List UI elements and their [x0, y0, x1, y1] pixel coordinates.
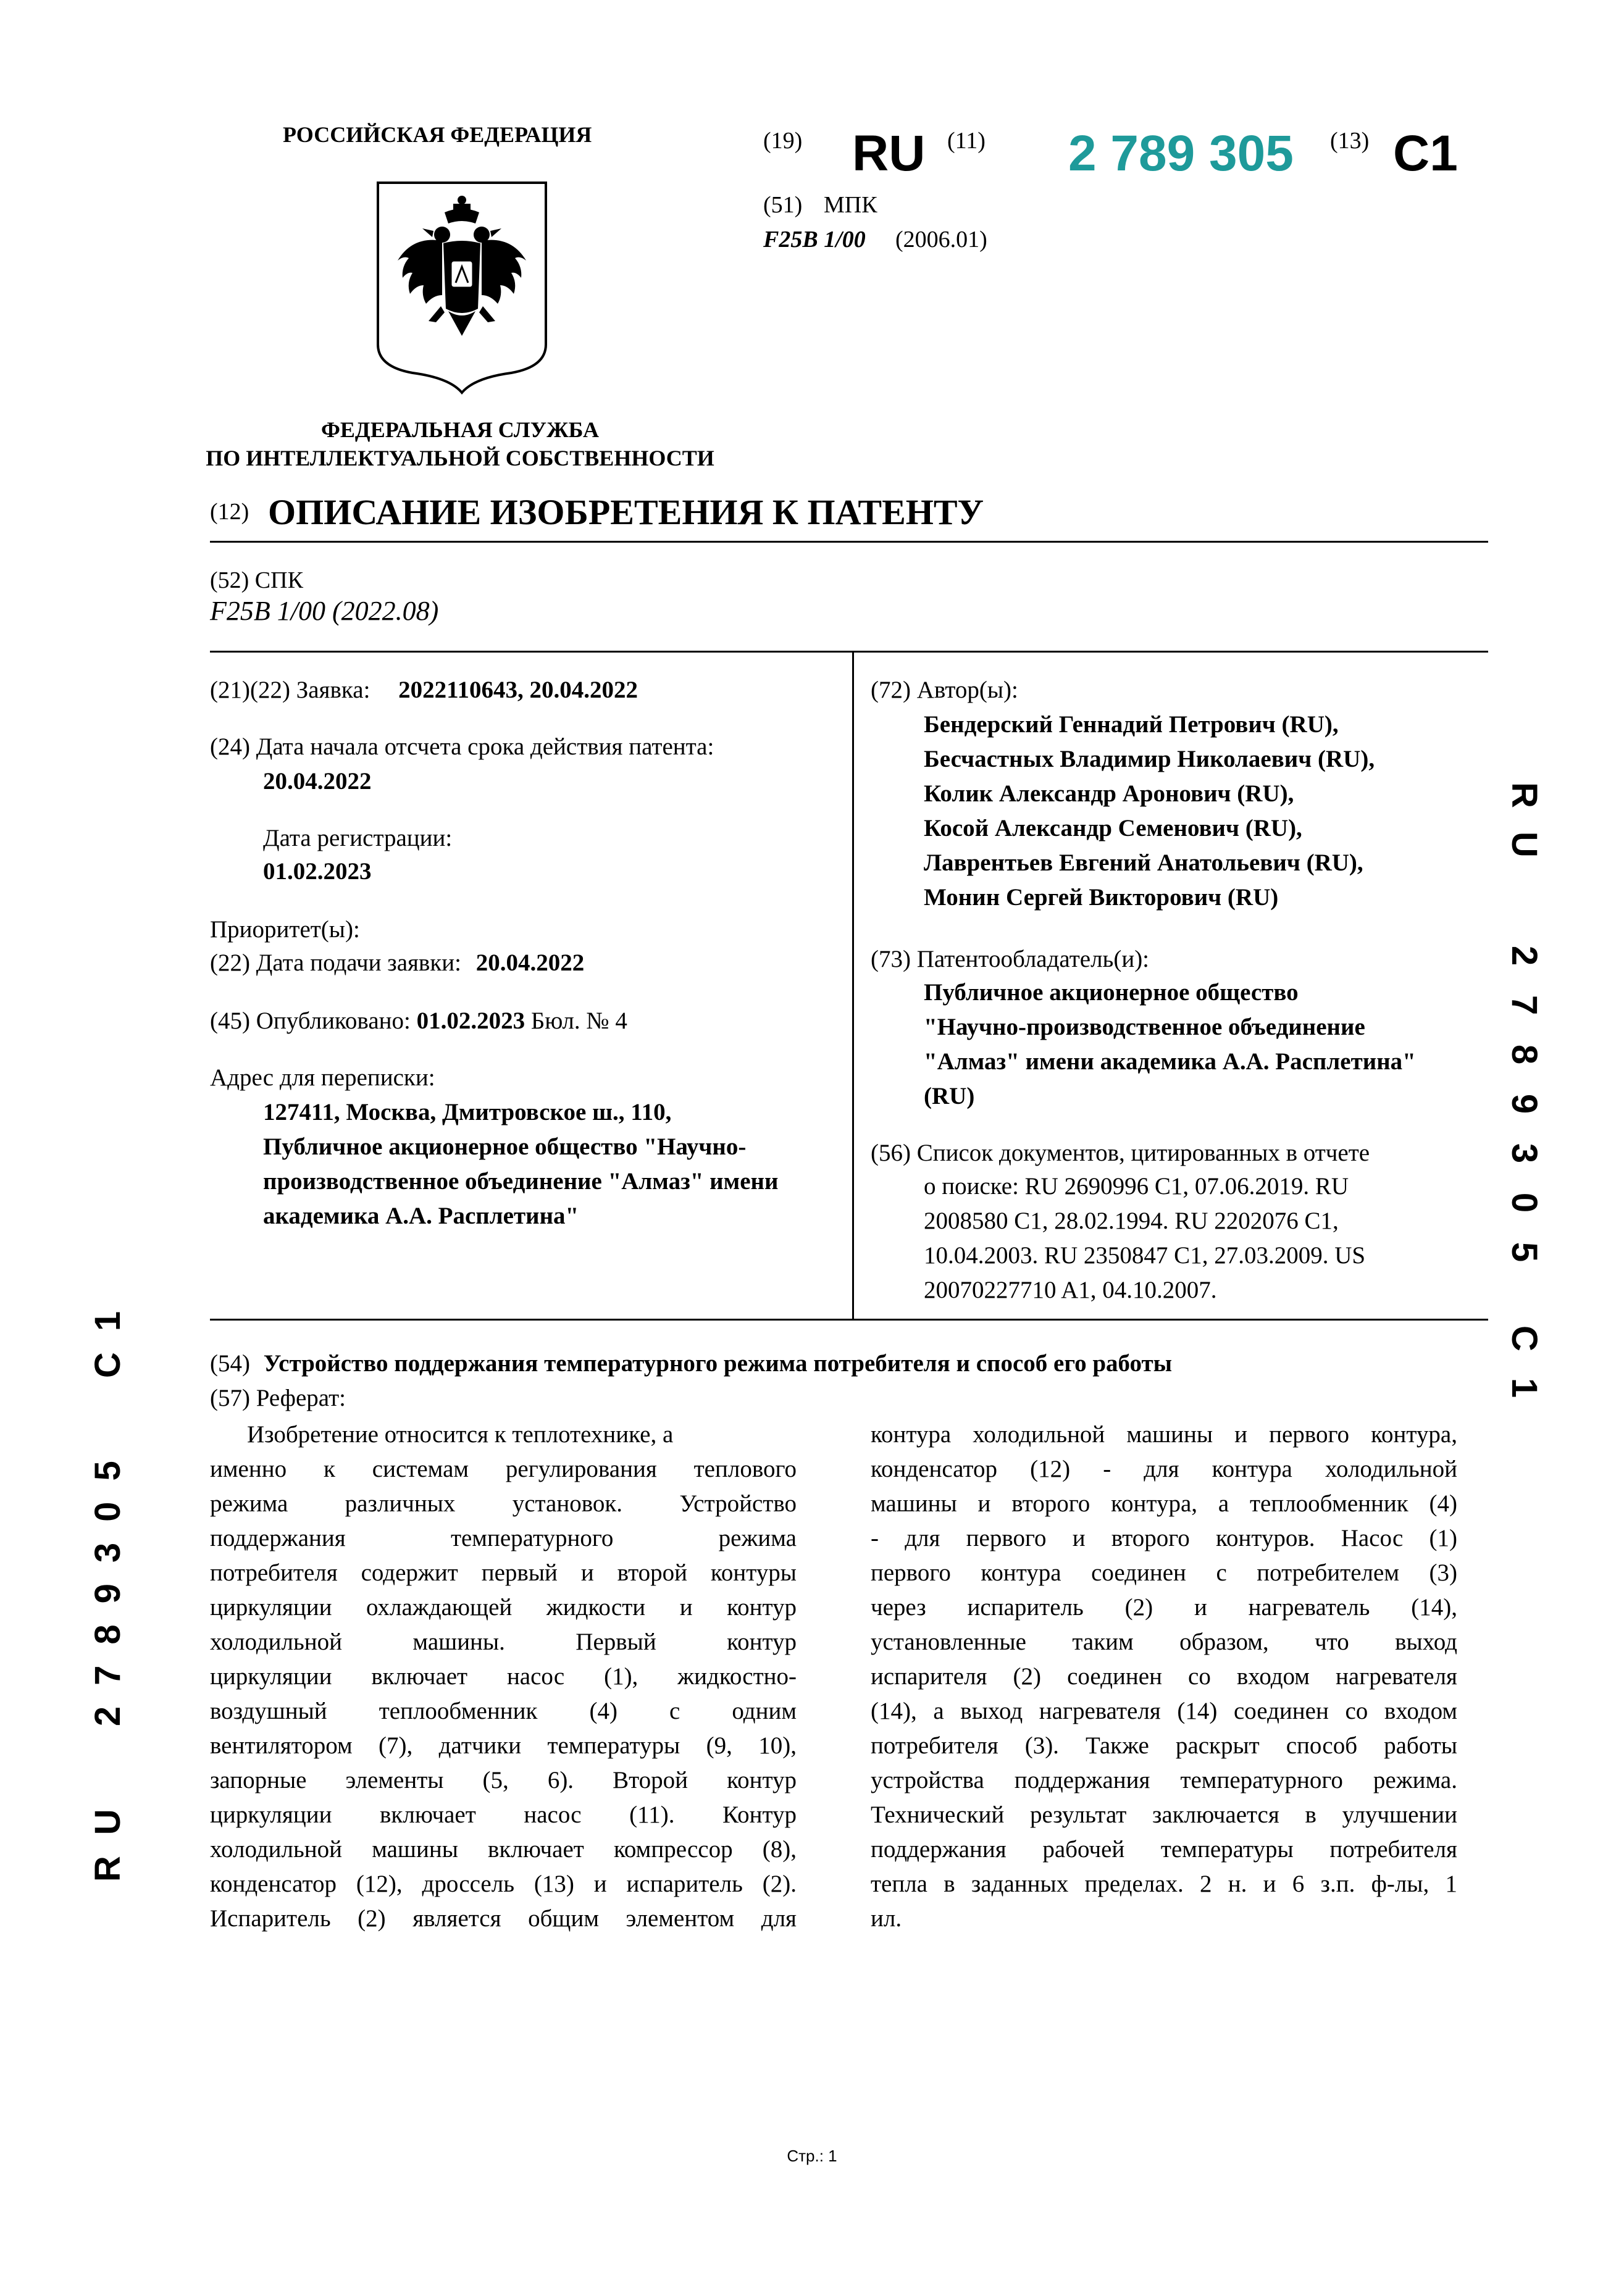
- registration-label: Дата регистрации:: [263, 825, 453, 851]
- abstract-line: контура холодильной машины и первого контура,: [871, 1421, 1457, 1448]
- address-line: Публичное акционерное общество "Научно-: [263, 1133, 747, 1160]
- abstract-line: Испаритель (2) является общим элементом для: [210, 1905, 797, 1932]
- term-start-label: (24) Дата начала отсчета срока действия патента:: [210, 733, 714, 760]
- holder-line: (RU): [924, 1083, 975, 1109]
- abstract-line: испарителя (2) соединен со входом нагревателя: [871, 1663, 1457, 1690]
- country-name: РОССИЙСКАЯ ФЕДЕРАЦИЯ: [283, 122, 592, 147]
- divider-top: [210, 541, 1488, 543]
- side-char: 7: [1504, 995, 1544, 1016]
- holder-line: Публичное акционерное общество: [924, 979, 1299, 1006]
- agency-line-2: ПО ИНТЕЛЛЕКТУАЛЬНОЙ СОБСТВЕННОСТИ: [206, 446, 714, 470]
- side-char: 2: [1504, 945, 1544, 966]
- side-char: C: [1504, 1325, 1544, 1351]
- cited-line: 20070227710 A1, 04.10.2007.: [924, 1277, 1217, 1303]
- abstract-line: потребителя содержит первый и второй контуры: [210, 1559, 797, 1586]
- published-field: [210, 1004, 627, 1038]
- abstract-line: конденсатор (12) - для контура холодильной: [871, 1456, 1457, 1482]
- bulletin-number: Бюл. № 4: [530, 1008, 627, 1034]
- application-label: (21)(22) Заявка:: [210, 677, 370, 703]
- abstract-line: циркуляции включает насос (11). Контур: [210, 1801, 797, 1828]
- abstract-line: холодильной машины. Первый контур: [210, 1629, 797, 1655]
- priority-label: Приоритет(ы):: [210, 916, 360, 943]
- authors-label: (72) Автор(ы):: [871, 677, 1018, 703]
- code-19: (19): [763, 128, 803, 154]
- abstract-line: Изобретение относится к теплотехнике, а: [247, 1421, 674, 1448]
- doc-kind-code: (12): [210, 499, 249, 525]
- authors-list: [924, 708, 1480, 915]
- patent-holder-block: [924, 975, 1480, 1114]
- side-char: 8: [1504, 1044, 1544, 1065]
- abstract-right-column: [871, 1417, 1457, 1936]
- abstract-line: режима различных установок. Устройство: [210, 1490, 797, 1517]
- side-char: R: [1504, 782, 1544, 808]
- abstract-line: Технический результат заключается в улучшении: [871, 1801, 1457, 1828]
- side-char: 1: [1504, 1377, 1544, 1398]
- published-label: (45) Опубликовано:: [210, 1008, 411, 1034]
- spk-value: F25B 1/00 (2022.08): [210, 596, 439, 626]
- cited-docs-label: (56) Список документов, цитированных в отчете: [871, 1140, 1370, 1166]
- agency-line-1: ФЕДЕРАЛЬНАЯ СЛУЖБА: [321, 417, 599, 442]
- invention-title-text: Устройство поддержания температурного режима потребителя и способ его работы: [263, 1350, 1173, 1377]
- published-value: 01.02.2023: [416, 1008, 525, 1034]
- divider-column: [852, 651, 854, 1319]
- author-item: Колик Александр Аронович (RU),: [924, 780, 1294, 807]
- cited-docs-block: [924, 1169, 1480, 1308]
- abstract-line: ил.: [871, 1905, 902, 1932]
- divider-biblio-bottom: [210, 1319, 1488, 1321]
- mpk-date: (2006.01): [895, 227, 987, 253]
- abstract-line: циркуляции охлаждающей жидкости и контур: [210, 1594, 797, 1621]
- abstract-line: тепла в заданных пределах. 2 н. и 6 з.п. ф-лы, 1: [871, 1871, 1457, 1897]
- side-char: U: [1504, 832, 1544, 858]
- code-51: (51): [763, 192, 803, 218]
- patent-holder-label: (73) Патентообладатель(и):: [871, 946, 1150, 972]
- filing-date-field: [210, 946, 584, 980]
- holder-line: "Научно-производственное объединение: [924, 1014, 1365, 1040]
- application-value: 2022110643, 20.04.2022: [398, 677, 638, 703]
- abstract-left-column: [210, 1417, 797, 1936]
- abstract-line: поддержания рабочей температуры потребителя: [871, 1836, 1457, 1863]
- holder-line: "Алмаз" имени академика А.А. Расплетина": [924, 1048, 1416, 1075]
- address-line: академика А.А. Расплетина": [263, 1203, 579, 1229]
- registration-value: 01.02.2023: [263, 858, 372, 885]
- author-item: Монин Сергей Викторович (RU): [924, 884, 1279, 911]
- mpk-class: F25B 1/00: [763, 227, 866, 253]
- abstract-line: - для первого и второго контуров. Насос (1): [871, 1525, 1457, 1551]
- address-label: Адрес для переписки:: [210, 1064, 435, 1091]
- address-block: [263, 1095, 843, 1234]
- side-char: 5: [1504, 1242, 1544, 1263]
- page-number: Стр.: 1: [787, 2147, 837, 2165]
- abstract-line: первого контура соединен с потребителем (3): [871, 1559, 1457, 1586]
- side-char: 9: [1504, 1093, 1544, 1114]
- doc-title: ОПИСАНИЕ ИЗОБРЕТЕНИЯ К ПАТЕНТУ: [268, 492, 984, 532]
- side-char: 0: [1504, 1192, 1544, 1213]
- term-start-value: 20.04.2022: [263, 768, 372, 795]
- code-11: (11): [947, 128, 986, 154]
- side-code-left: RU 2789305 C1: [88, 1290, 128, 1882]
- filing-date-value: 20.04.2022: [475, 950, 585, 976]
- abstract-line: потребителя (3). Также раскрыт способ работы: [871, 1732, 1457, 1759]
- abstract-line: воздушный теплообменник (4) с одним: [210, 1698, 797, 1724]
- coat-of-arms-emblem: [369, 174, 555, 396]
- side-char: 3: [1504, 1143, 1544, 1164]
- abstract-label: (57) Реферат:: [210, 1385, 346, 1411]
- abstract-line: вентилятором (7), датчики температуры (9, 10),: [210, 1732, 797, 1759]
- divider-biblio-top: [210, 651, 1488, 653]
- address-line: производственное объединение "Алмаз" имени: [263, 1168, 779, 1195]
- invention-title-code: (54): [210, 1350, 250, 1377]
- author-item: Бесчастных Владимир Николаевич (RU),: [924, 746, 1375, 772]
- mpk-label: МПК: [824, 192, 877, 218]
- cited-line: о поиске: RU 2690996 C1, 07.06.2019. RU: [924, 1173, 1349, 1200]
- application-field: [210, 673, 840, 708]
- abstract-line: запорные элементы (5, 6). Второй контур: [210, 1767, 797, 1793]
- abstract-line: устройства поддержания температурного режима.: [871, 1767, 1457, 1793]
- country-code-ru: RU: [852, 125, 926, 182]
- cited-line: 2008580 C1, 28.02.1994. RU 2202076 C1,: [924, 1208, 1339, 1234]
- invention-title: [210, 1348, 1172, 1379]
- address-line: 127411, Москва, Дмитровское ш., 110,: [263, 1099, 672, 1125]
- author-item: Косой Александр Семенович (RU),: [924, 815, 1302, 841]
- abstract-line: через испаритель (2) и нагреватель (14),: [871, 1594, 1457, 1621]
- abstract-line: установленные таким образом, что выход: [871, 1629, 1457, 1655]
- abstract-line: поддержания температурного режима: [210, 1525, 797, 1551]
- abstract-line: именно к системам регулирования теплового: [210, 1456, 797, 1482]
- kind-code: C1: [1393, 125, 1458, 182]
- spk-label: (52) СПК: [210, 567, 303, 593]
- code-13: (13): [1330, 128, 1370, 154]
- author-item: Бендерский Геннадий Петрович (RU),: [924, 711, 1339, 738]
- cited-line: 10.04.2003. RU 2350847 C1, 27.03.2009. US: [924, 1242, 1366, 1269]
- abstract-line: холодильной машины включает компрессор (8),: [210, 1836, 797, 1863]
- filing-date-label: (22) Дата подачи заявки:: [210, 950, 462, 976]
- author-item: Лаврентьев Евгений Анатольевич (RU),: [924, 850, 1363, 876]
- abstract-line: конденсатор (12), дроссель (13) и испаритель (2).: [210, 1871, 797, 1897]
- abstract-line: машины и второго контура, а теплообменник (4): [871, 1490, 1457, 1517]
- patent-number: 2 789 305: [1068, 125, 1294, 182]
- abstract-line: циркуляции включает насос (1), жидкостно-: [210, 1663, 797, 1690]
- abstract-line: (14), а выход нагревателя (14) соединен со входом: [871, 1698, 1457, 1724]
